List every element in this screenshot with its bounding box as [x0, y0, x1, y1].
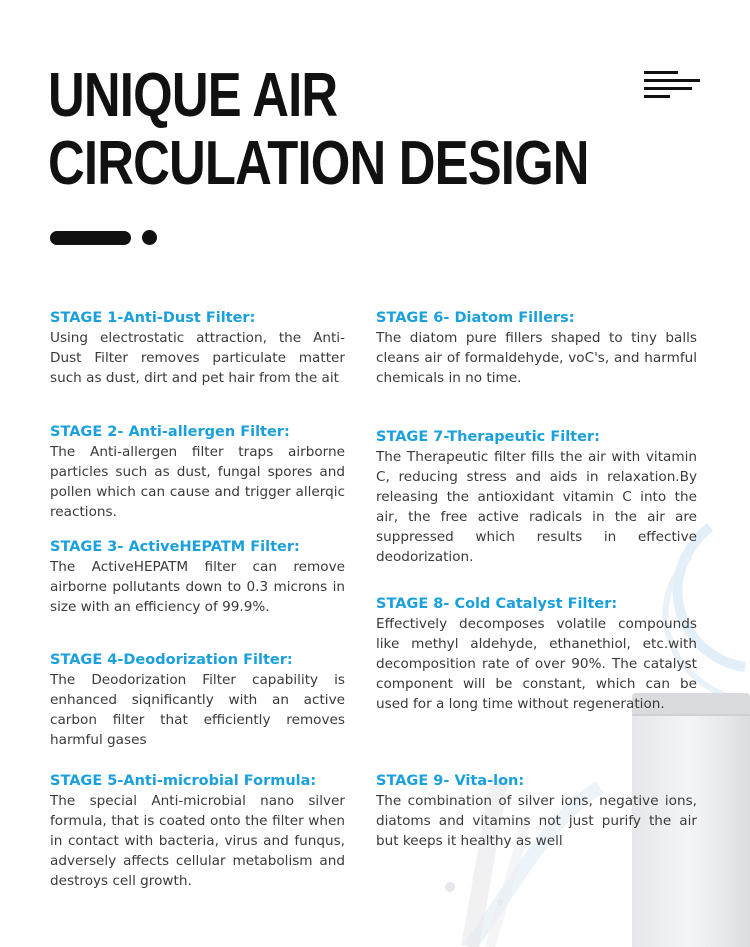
stage-2-text: The Anti-allergen filter traps airborne particles such as dust, fungal spores and pollen which can cause and trigger allerqic reactions.	[50, 444, 345, 520]
decorative-pill	[50, 231, 131, 245]
stage-3-title: STAGE 3- ActiveHEPATM Filter:	[50, 539, 300, 555]
stage-6-title: STAGE 6- Diatom Fillers:	[376, 310, 575, 326]
stage-3-text: The ActiveHEPATM filter can remove airborne pollutants down to 0.3 microns in size with an efficiency of 99.9%.	[50, 559, 345, 615]
menu-line	[644, 87, 692, 90]
stage-7-title: STAGE 7-Therapeutic Filter:	[376, 429, 600, 445]
stage-9-text: The combination of silver ions, negative ions, diatoms and vitamins not just purify the air but keeps it healthy as well	[376, 793, 697, 849]
stage-2	[50, 422, 345, 522]
stage-6-text: The diatom pure fillers shaped to tiny balls cleans air of formaldehyde, voC's, and harmful chemicals in no time.	[376, 330, 697, 386]
menu-line	[644, 79, 700, 82]
stage-5-text: The special Anti-microbial nano silver formula, that is coated onto the filter when in contact with bacteria, virus and funqus, adversely affects cellular metabolism and destroys cell growth.	[50, 793, 345, 889]
air-purifier-background-image	[350, 517, 750, 947]
hamburger-menu-icon[interactable]	[644, 71, 700, 101]
stage-8	[376, 594, 697, 714]
stage-5-title: STAGE 5-Anti-microbial Formula:	[50, 773, 317, 789]
decorative-dot	[142, 230, 157, 245]
title-line-1: UNIQUE AIR	[48, 61, 338, 130]
stage-2-title: STAGE 2- Anti-allergen Filter:	[50, 424, 290, 440]
stage-4-text: The Deodorization Filter capability is enhanced siqnificantly with an active carbon filter that efficiently removes harmful gases	[50, 672, 345, 748]
stage-7	[376, 427, 697, 567]
page-title	[48, 62, 589, 198]
stage-9-title: STAGE 9- Vita-lon:	[376, 773, 525, 789]
stage-9	[376, 771, 697, 851]
stage-1-text: Using electrostatic attraction, the Anti-Dust Filter removes particulate matter such as dust, dirt and pet hair from the ait	[50, 330, 345, 386]
title-line-2: CIRCULATION DESIGN	[48, 129, 589, 198]
stage-7-text: The Therapeutic filter fills the air with vitamin C, reducing stress and aids in relaxation.By releasing the antioxidant vitamin C into the air, the free active radicals in the air are suppressed which results in effective deodorization.	[376, 449, 697, 565]
stage-1	[50, 308, 345, 388]
stage-6	[376, 308, 697, 388]
menu-line	[644, 95, 670, 98]
stage-4	[50, 650, 345, 750]
stage-1-title: STAGE 1-Anti-Dust Filter:	[50, 310, 256, 326]
stage-8-title: STAGE 8- Cold Catalyst Filter:	[376, 596, 618, 612]
stage-4-title: STAGE 4-Deodorization Filter:	[50, 652, 293, 668]
stage-5	[50, 771, 345, 891]
menu-line	[644, 71, 678, 74]
stage-8-text: Effectively decomposes volatile compounds like methyl aldehyde, ethanethiol, etc.with decomposition rate of over 90%. The catalyst component will be constant, which can be used for a long time without regeneration.	[376, 616, 697, 712]
stage-3	[50, 537, 345, 617]
